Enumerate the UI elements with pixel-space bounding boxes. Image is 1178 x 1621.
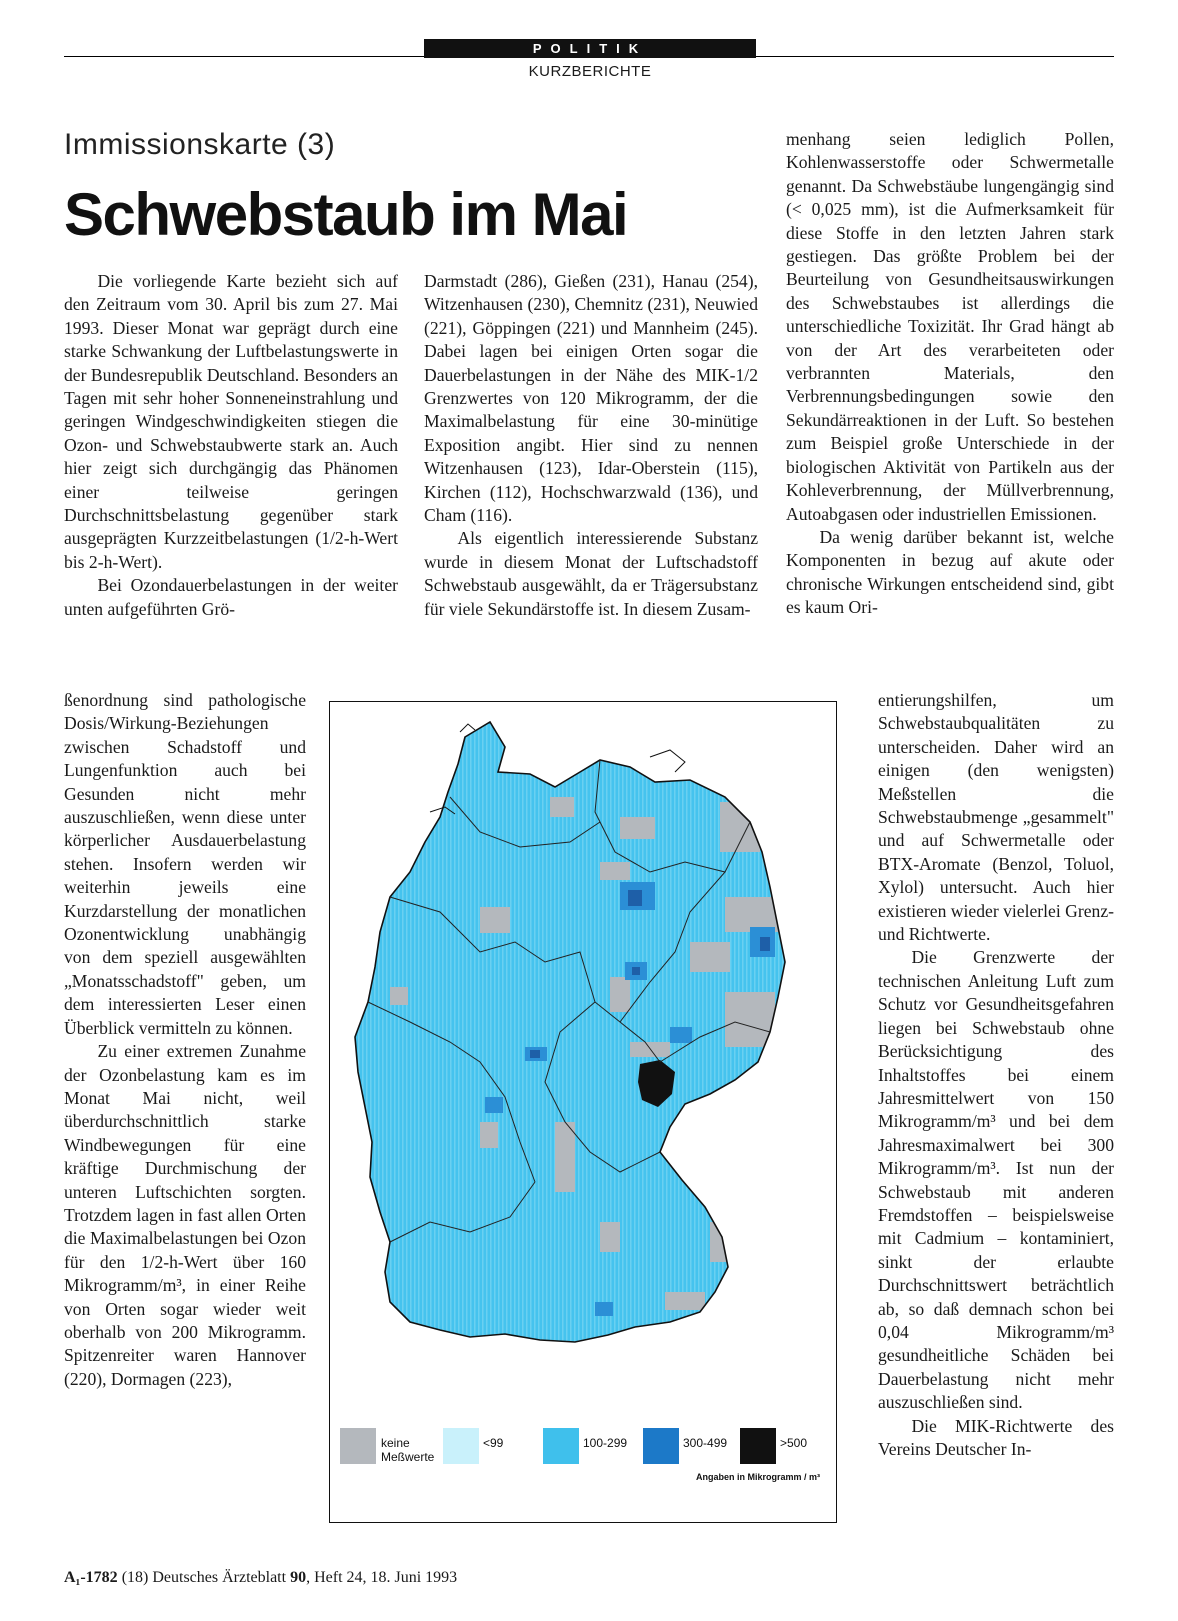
- legend-label-medium: 100-299: [583, 1436, 628, 1450]
- article-kicker: Immissionskarte (3): [64, 128, 336, 161]
- legend-label-high: 300-499: [683, 1436, 728, 1450]
- paragraph: Darmstadt (286), Gießen (231), Hanau (254), Witzenhausen (230), Chemnitz (231), Neuwied (221), Göppingen (221) und Mannheim (245). Dabei lagen bei einigen Orten sogar die Dauerbelastungen in der Nähe des MIK-1/2 Grenzwertes von 120 Mikrogramm, der die Maximalbelastung für eine 30-minütige Exposition angibt. Hier sind zu nennen Witzenhausen (123), Idar-Oberstein (115), Kirchen (112), Hochschwarzwald (136), und Cham (116).: [424, 271, 758, 526]
- map-data-layer: [330, 702, 835, 1422]
- paragraph: ßenordnung sind pathologische Dosis/Wirkung-Beziehungen zwischen Schadstoff und Lungenfunktion auch bei Gesunden nicht mehr auszuschließen, wenn diese unter körperlicher Ausdauerbelastung stehen. Insofern werden wir weiterhin jeweils eine Kurzdarstellung der monatlichen Ozonentwicklung unabhängig von dem speziell ausgewählten „Monatsschadstoff" geben, um dem interessierten Leser einen Überblick vermitteln zu können.: [64, 690, 306, 1038]
- paragraph: Die MIK-Richtwerte des Vereins Deutscher In-: [878, 1415, 1114, 1459]
- paragraph: Zu einer extremen Zunahme der Ozonbelastung kam es im Monat Mai nicht, weil überdurchschnittlich starke Windbewegungen für eine kräftige Durchmischung der unteren Luftschichten sorgten. Trotzdem lagen in fast allen Orten die Maximalbelastungen bei Ozon für den 1/2-h-Wert über 160 Mikrogramm/m³, in einer Reihe von Orten sogar wieder weit oberhalb von 200 Mikrogramm. Spitzenreiter waren Hannover (220), Dormagen (223),: [64, 1041, 306, 1389]
- column-2: [424, 270, 758, 621]
- subsection-label: KURZBERICHTE: [528, 63, 652, 80]
- section-label: POLITIK: [424, 39, 756, 58]
- article-headline: Schwebstaub im Mai: [64, 181, 628, 248]
- column-1-continued: [64, 689, 306, 1391]
- column-3: [786, 128, 1114, 620]
- legend-swatch-very-high: [740, 1428, 776, 1464]
- legend-swatch-high: [643, 1428, 679, 1464]
- pollution-map-figure: [329, 701, 837, 1523]
- germany-map: [330, 702, 835, 1422]
- page-number: A₁-1782: [64, 1569, 118, 1586]
- column-1: [64, 270, 398, 621]
- paragraph: Die vorliegende Karte bezieht sich auf den Zeitraum vom 30. April bis zum 27. Mai 1993. Dieser Monat war geprägt durch eine starke Schwankung der Luftbelastungswerte in der Bundesrepublik Deutschland. Besonders an Tagen mit sehr hoher Sonneneinstrahlung und geringen Windgeschwindigkeiten stiegen die Ozon- und Schwebstaubwerte stark an. Auch hier zeigt sich durchgängig das Phänomen einer teilweise geringen Durchschnittsbelastung gegenüber stark ausgeprägten Kurzzeitbelastungen (1/2-h-Wert bis 2-h-Wert).: [64, 271, 398, 572]
- legend-label-very-high: >500: [780, 1436, 808, 1450]
- paragraph: menhang seien lediglich Pollen, Kohlenwasserstoffe oder Schwermetalle genannt. Da Schwebstäube lungengängig sind (< 0,025 mm), ist die Aufmerksamkeit für diese Stoffe in den letzten Jahren stark gestiegen. Das größte Problem bei der Beurteilung von Gesundheitsauswirkungen des Schwebstaubes ist allerdings die unterschiedliche Toxizität. Ihr Grad hängt ab von der Art des verarbeiteten oder verbrannten Materials, den Verbrennungsbedingungen sowie den Sekundärreaktionen in der Luft. So bestehen zum Beispiel große Unterschiede in der biologischen Aktivität von Partikeln aus der Kohleverbrennung, der Müllverbrennung, Autoabgasen oder industriellen Emissionen.: [786, 129, 1114, 524]
- legend-swatch-low: [443, 1428, 479, 1464]
- legend-unit-note: Angaben in Mikrogramm / m³: [695, 1472, 820, 1482]
- paragraph: Als eigentlich interessierende Substanz wurde in diesem Monat der Luftschadstoff Schwebstaub ausgewählt, da er Trägersubstanz für viele Sekundärstoffe ist. In diesem Zusam-: [424, 528, 758, 619]
- map-legend: [340, 1428, 828, 1488]
- journal-reference: (18) Deutsches Ärzteblatt: [121, 1569, 287, 1586]
- journal-volume: 90: [290, 1569, 307, 1586]
- paragraph: Die Grenzwerte der technischen Anleitung Luft zum Schutz vor Gesundheitsgefahren liegen bei Schwebstaub ohne Berücksichtigung des Inhaltstoffes bei einem Jahresmittelwert von 150 Mikrogramm/m³ und bei dem Jahresmaximalwert bei 300 Mikrogramm/m³. Ist nun der Schwebstaub mit anderen Fremdstoffen – beispielsweise mit Cadmium – kontaminiert, sinkt der erlaubte Durchschnittswert beträchtlich ab, so daß demnach schon bei 0,04 Mikrogramm/m³ gesundheitliche Schäden bei Dauerbelastung nicht mehr auszuschließen sind.: [878, 947, 1114, 1413]
- paragraph: entierungshilfen, um Schwebstaubqualitäten zu unterscheiden. Daher wird an einigen (den wenigsten) Meßstellen die Schwebstaubmenge „gesammelt" und auf Schwermetalle oder BTX-Aromate (Benzol, Toluol, Xylol) untersucht. Auch hier existieren wieder vielerlei Grenz- und Richtwerte.: [878, 690, 1114, 945]
- paragraph: Da wenig darüber bekannt ist, welche Komponenten in bezug auf akute oder chronische Wirkungen entscheidend sind, gibt es kaum Ori-: [786, 526, 1114, 618]
- legend-label-low: <99: [483, 1436, 504, 1450]
- journal-issue: , Heft 24, 18. Juni 1993: [306, 1569, 458, 1586]
- legend-swatch-medium: [543, 1428, 579, 1464]
- paragraph: Bei Ozondauerbelastungen in der weiter unten aufgeführten Grö-: [64, 575, 398, 619]
- legend-label-no-data: keine Meßwerte: [381, 1436, 435, 1464]
- column-3-continued: [878, 689, 1114, 1461]
- page-footer: [64, 1569, 457, 1587]
- legend-swatch-no-data: [340, 1428, 376, 1464]
